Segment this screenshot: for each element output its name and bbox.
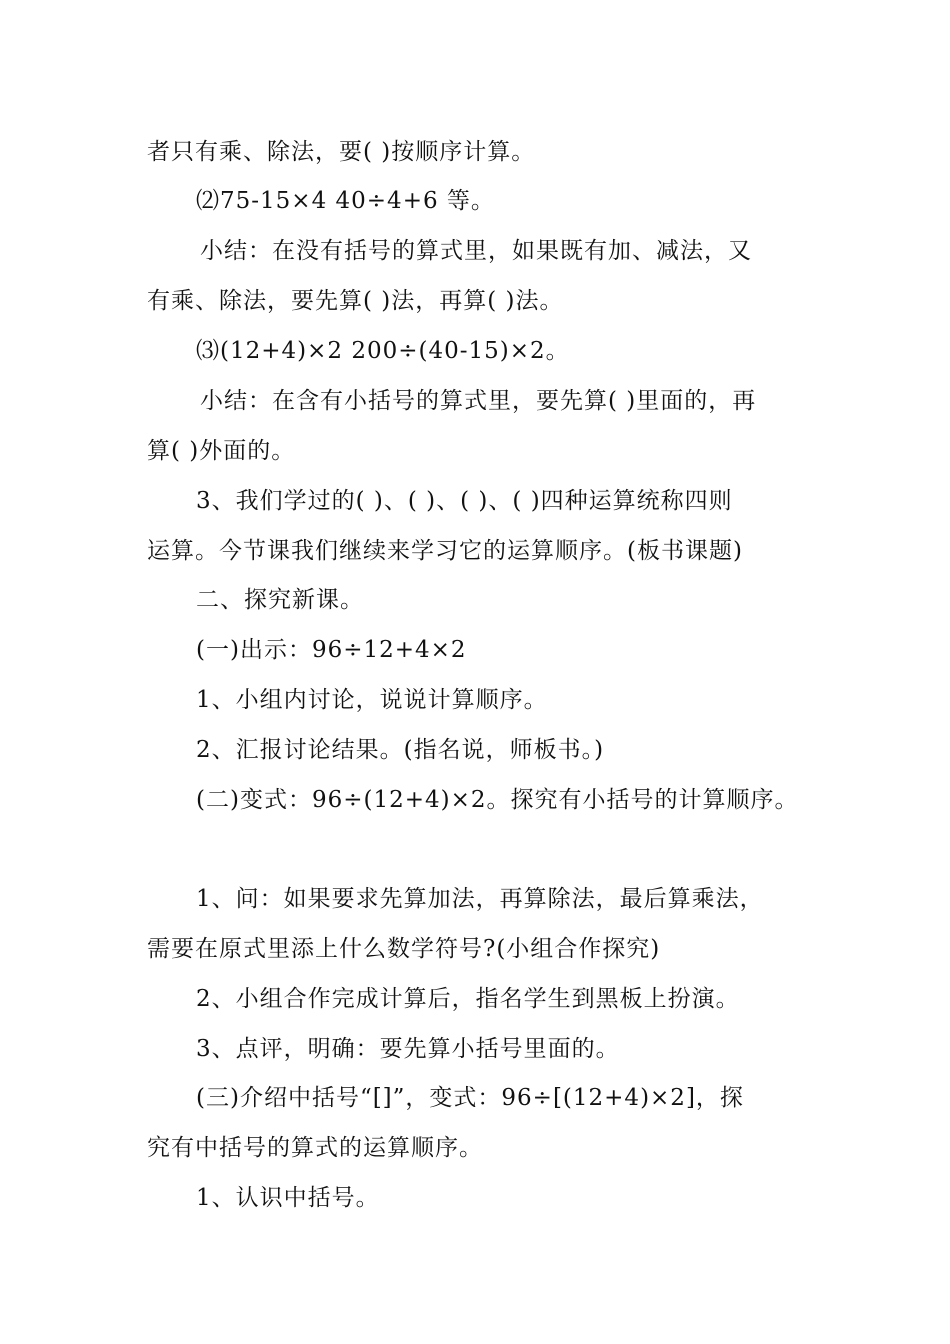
text-line-5: ⑶(12+4)×2 200÷(40-15)×2。 <box>196 338 570 364</box>
text-line-9: 运算。今节课我们继续来学习它的运算顺序。(板书课题) <box>147 538 743 564</box>
text-line-16: 需要在原式里添上什么数学符号?(小组合作探究) <box>147 936 661 962</box>
text-line-18: 3、点评，明确：要先算小括号里面的。 <box>196 1036 620 1062</box>
text-line-6: 小结：在含有小括号的算式里，要先算( )里面的，再 <box>200 388 757 414</box>
text-line-14: (二)变式：96÷(12+4)×2。探究有小括号的计算顺序。 <box>196 787 799 813</box>
text-line-17: 2、小组合作完成计算后，指名学生到黑板上扮演。 <box>196 986 740 1012</box>
text-line-19: (三)介绍中括号“[]”，变式：96÷[(12+4)×2]，探 <box>196 1085 744 1111</box>
text-line-8: 3、我们学过的( )、( )、( )、( )四种运算统称四则 <box>196 488 733 514</box>
text-line-7: 算( )外面的。 <box>147 438 296 464</box>
text-line-1: 者只有乘、除法，要( )按顺序计算。 <box>147 139 536 165</box>
text-line-4: 有乘、除法，要先算( )法，再算( )法。 <box>147 288 564 314</box>
text-line-2: ⑵75-15×4 40÷4+6 等。 <box>196 188 495 214</box>
text-line-10: 二、探究新课。 <box>196 587 364 613</box>
text-line-12: 1、小组内讨论，说说计算顺序。 <box>196 687 548 713</box>
text-line-11: (一)出示：96÷12+4×2 <box>196 637 467 663</box>
text-line-15: 1、问：如果要求先算加法，再算除法，最后算乘法， <box>196 886 764 912</box>
text-line-21: 1、认识中括号。 <box>196 1185 380 1211</box>
text-line-3: 小结：在没有括号的算式里，如果既有加、减法，又 <box>200 238 752 264</box>
text-line-20: 究有中括号的算式的运算顺序。 <box>147 1135 483 1161</box>
text-line-13: 2、汇报讨论结果。(指名说，师板书。) <box>196 737 605 763</box>
